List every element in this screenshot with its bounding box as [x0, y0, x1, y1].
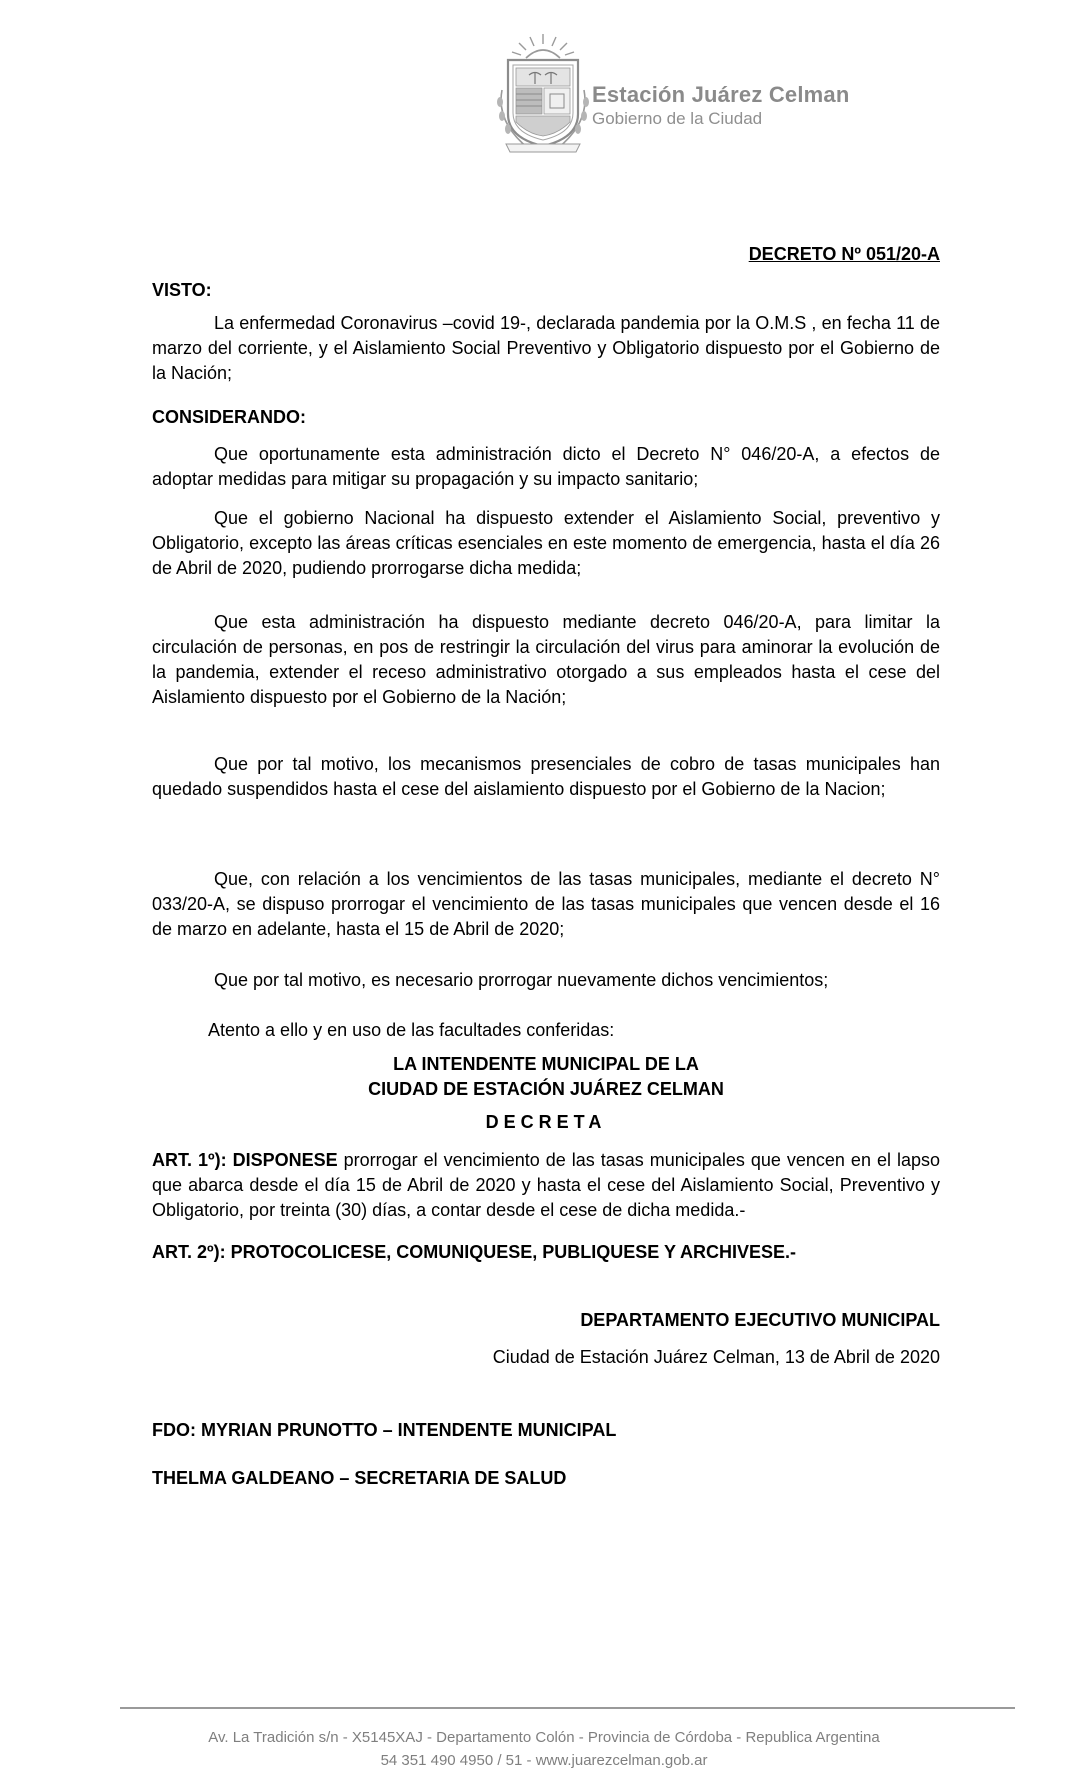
- place-date: Ciudad de Estación Juárez Celman, 13 de Abril de 2020: [492, 1347, 940, 1367]
- considerando-paragraph: [152, 968, 940, 993]
- considerando-text: Que el gobierno Nacional ha dispuesto extender el Aislamiento Social, preventivo y Obligatorio, excepto las áreas críticas esenciales en este momento de emergencia, hasta el día 26 de Abril de 2020, pudiendo prorrogarse dicha medida;: [152, 508, 940, 578]
- brand-block: [592, 82, 850, 129]
- visto-text: La enfermedad Coronavirus –covid 19-, declarada pandemia por la O.M.S , en fecha 11 de marzo del corriente, y el Aislamiento Social Preventivo y Obligatorio dispuesto por el Gobierno de la Nación;: [152, 313, 940, 383]
- atento-text: Atento a ello y en uso de las facultades conferidas:: [208, 1020, 615, 1040]
- authority-line-2: CIUDAD DE ESTACIÓN JUÁREZ CELMAN: [368, 1079, 724, 1099]
- coat-of-arms-icon: [488, 30, 598, 158]
- footer-contact: 54 351 490 4950 / 51 - www.juarezcelman.gob.ar: [380, 1752, 708, 1769]
- brand-subtitle: Gobierno de la Ciudad: [592, 109, 763, 128]
- signature-1-text: FDO: MYRIAN PRUNOTTO – INTENDENTE MUNICIPAL: [152, 1420, 617, 1440]
- footer-divider: [120, 1707, 1015, 1709]
- considerando-paragraph: [152, 752, 940, 802]
- authority-block: [152, 1052, 940, 1135]
- considerando-text: Que oportunamente esta administración dicto el Decreto N° 046/20-A, a efectos de adoptar medidas para mitigar su propagación y su impacto sanitario;: [152, 444, 940, 489]
- article-2: [152, 1240, 940, 1265]
- considerando-label: [152, 405, 940, 430]
- coat-of-arms-logo: [488, 30, 598, 158]
- considerando-paragraph: [152, 506, 940, 581]
- considerando-heading: CONSIDERANDO:: [152, 407, 307, 427]
- article-2-text: ART. 2º): PROTOCOLICESE, COMUNIQUESE, PUBLIQUESE Y ARCHIVESE.-: [152, 1242, 797, 1262]
- signature-1: [152, 1418, 940, 1443]
- brand-name: Estación Juárez Celman: [592, 82, 850, 107]
- article-1-text: prorrogar el vencimiento de las tasas municipales que vencen en el lapso que abarca desde el día 15 de Abril de 2020 y hasta el cese del Aislamiento Social, Preventivo y Obligatorio, por treinta (30) días, a contar desde el cese de dicha medida.-: [152, 1150, 941, 1220]
- department-block: [152, 1308, 940, 1370]
- considerando-paragraph: [152, 867, 940, 942]
- considerando-text: Que esta administración ha dispuesto mediante decreto 046/20-A, para limitar la circulación de personas, en pos de restringir la circulación del virus para aminorar la evolución de la pandemia, extender el receso administrativo otorgado a sus empleados hasta el cese del Aislamiento dispuesto por el Gobierno de la Nación;: [152, 612, 940, 707]
- considerando-paragraph: [152, 442, 940, 492]
- considerando-text: Que por tal motivo, es necesario prorrogar nuevamente dichos vencimientos;: [214, 970, 829, 990]
- atento-paragraph: [152, 1018, 940, 1043]
- footer-address: Av. La Tradición s/n - X5145XAJ - Departamento Colón - Provincia de Córdoba - Republica Argentina: [208, 1729, 880, 1746]
- signature-2-text: THELMA GALDEANO – SECRETARIA DE SALUD: [152, 1468, 567, 1488]
- decree-number: DECRETO Nº 051/20-A: [748, 244, 940, 264]
- decreta-heading: DECRETA: [485, 1112, 607, 1132]
- signature-2: [152, 1466, 940, 1491]
- considerando-text: Que por tal motivo, los mecanismos presenciales de cobro de tasas municipales han quedado suspendidos hasta el cese del aislamiento dispuesto por el Gobierno de la Nacion;: [152, 754, 940, 799]
- article-1: [152, 1148, 940, 1223]
- considerando-text: Que, con relación a los vencimientos de las tasas municipales, mediante el decreto N° 033/20-A, se dispuso prorrogar el vencimiento de las tasas municipales que vencen desde el 16 de marzo en adelante, hasta el 15 de Abril de 2020;: [152, 869, 940, 939]
- authority-line-1: LA INTENDENTE MUNICIPAL DE LA: [393, 1054, 699, 1074]
- visto-section: [152, 278, 940, 386]
- department-name: DEPARTAMENTO EJECUTIVO MUNICIPAL: [580, 1310, 940, 1330]
- visto-label: VISTO:: [152, 280, 212, 300]
- considerando-paragraph: [152, 610, 940, 710]
- article-1-label: ART. 1º): DISPONESE: [152, 1150, 338, 1170]
